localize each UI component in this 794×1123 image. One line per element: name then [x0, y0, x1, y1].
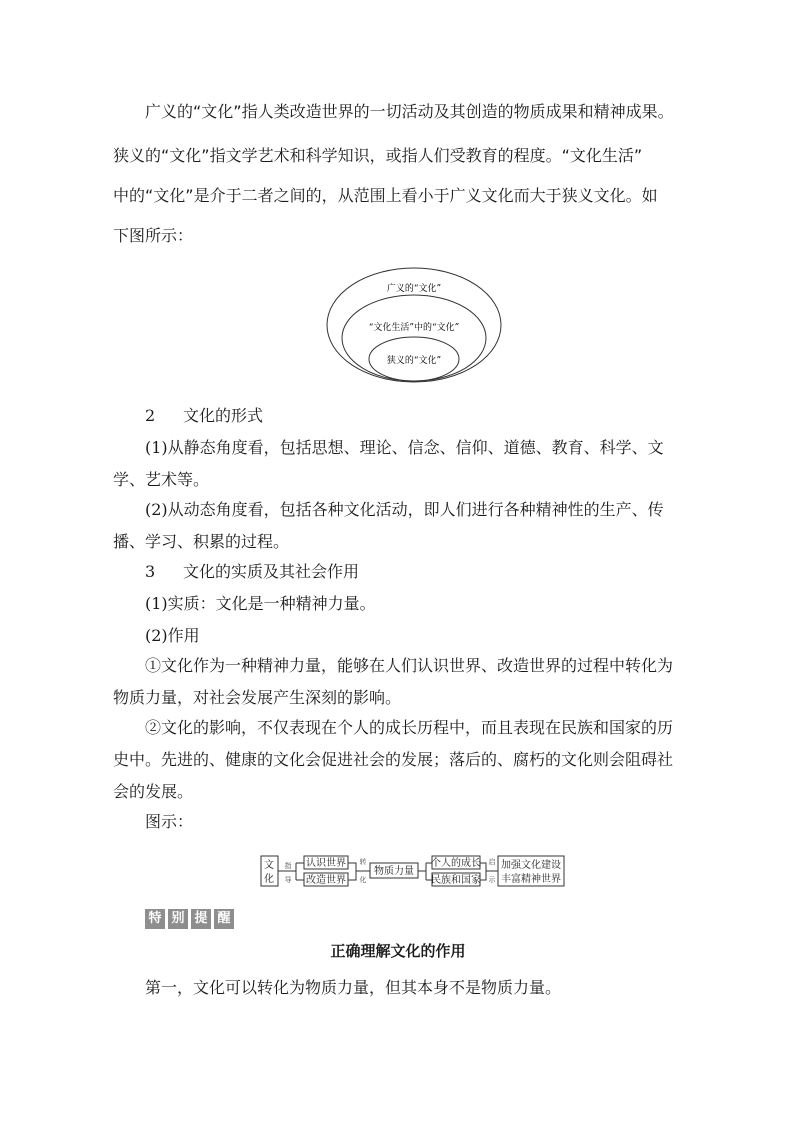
middle-ellipse: [342, 295, 486, 381]
special-reminder-badge: [145, 909, 234, 929]
section-3-point-1: ①文化作为一种精神力量，能够在人们认识世界、改造世界的过程中转化为物质力量，对社会发展产生深刻的影响。: [113, 656, 674, 707]
build-label: 加强文化建设: [501, 860, 561, 871]
section-3-title: 文化的实质及其社会作用: [183, 562, 360, 581]
section-2-title: 文化的形式: [183, 406, 264, 425]
section-2-item-2: (2)从动态角度看，包括各种文化活动，即人们进行各种精神性的生产、传播、学习、积累的过程。: [113, 500, 664, 551]
section-2-number: 2: [145, 406, 156, 425]
intro-line-2: 狭义的“文化”指文学艺术和科学知识，或指人们受教育的程度。“文化生活”: [113, 146, 643, 165]
section-3-role: (2)作用: [145, 626, 200, 645]
culture-char-2: 化: [264, 874, 274, 885]
tip-heading: 正确理解文化的作用: [330, 942, 466, 960]
material-power-label: 物质力量: [374, 866, 414, 877]
section-3-number: 3: [145, 562, 156, 581]
know-world-label: 认识世界: [306, 858, 346, 869]
outer-label: 广义的“文化”: [386, 284, 442, 294]
section-3-essence: (1)实质：文化是一种精神力量。: [145, 594, 376, 613]
inner-label: 狭义的“文化”: [386, 356, 442, 366]
tip-first-point: 第一，文化可以转化为物质力量，但其本身不是物质力量。: [145, 978, 562, 997]
section-2-heading: [145, 400, 715, 432]
transform-world-label: 改造世界: [306, 875, 346, 886]
personal-growth-label: 个人的成长: [431, 858, 481, 869]
intro-line-4: 下图所示：: [113, 226, 194, 245]
culture-role-flow-diagram: [258, 854, 568, 888]
section-3-heading: [145, 556, 715, 588]
middle-label: “文化生活”中的“文化”: [368, 323, 460, 333]
intro-line-3: 中的“文化”是介于二者之间的，从范围上看小于广义文化而大于狭义文化。如: [113, 186, 658, 205]
guide-char-2: 导: [284, 876, 292, 884]
guide-char-1: 指: [284, 862, 292, 870]
culture-scope-diagram: [325, 266, 503, 384]
convert-char-1: 转: [359, 858, 367, 866]
enlighten-char-2: 示: [488, 876, 496, 884]
badge-char-1: 特: [145, 909, 165, 929]
badge-char-2: 别: [168, 909, 188, 929]
split-lines: [418, 863, 432, 880]
intro-line-1: 广义的“文化”指人类改造世界的一切活动及其创造的物质成果和精神成果。: [145, 102, 674, 121]
enlighten-char-1: 启: [488, 858, 496, 866]
badge-char-3: 提: [191, 909, 211, 929]
figure-label: 图示：: [145, 812, 194, 831]
convert-char-2: 化: [359, 876, 367, 884]
section-3-point-2: ②文化的影响，不仅表现在个人的成长历程中，而且表现在民族和国家的历史中。先进的、健康的文化会促进社会的发展；落后的、腐朽的文化则会阻碍社会的发展。: [113, 718, 674, 801]
enrich-label: 丰富精神世界: [501, 874, 561, 885]
nation-label: 民族和国家: [431, 875, 481, 886]
badge-char-4: 醒: [214, 909, 234, 929]
section-2-item-1: (1)从静态角度看，包括思想、理论、信念、信仰、道德、教育、科学、文学、艺术等。: [113, 438, 664, 489]
culture-char-1: 文: [264, 860, 274, 871]
